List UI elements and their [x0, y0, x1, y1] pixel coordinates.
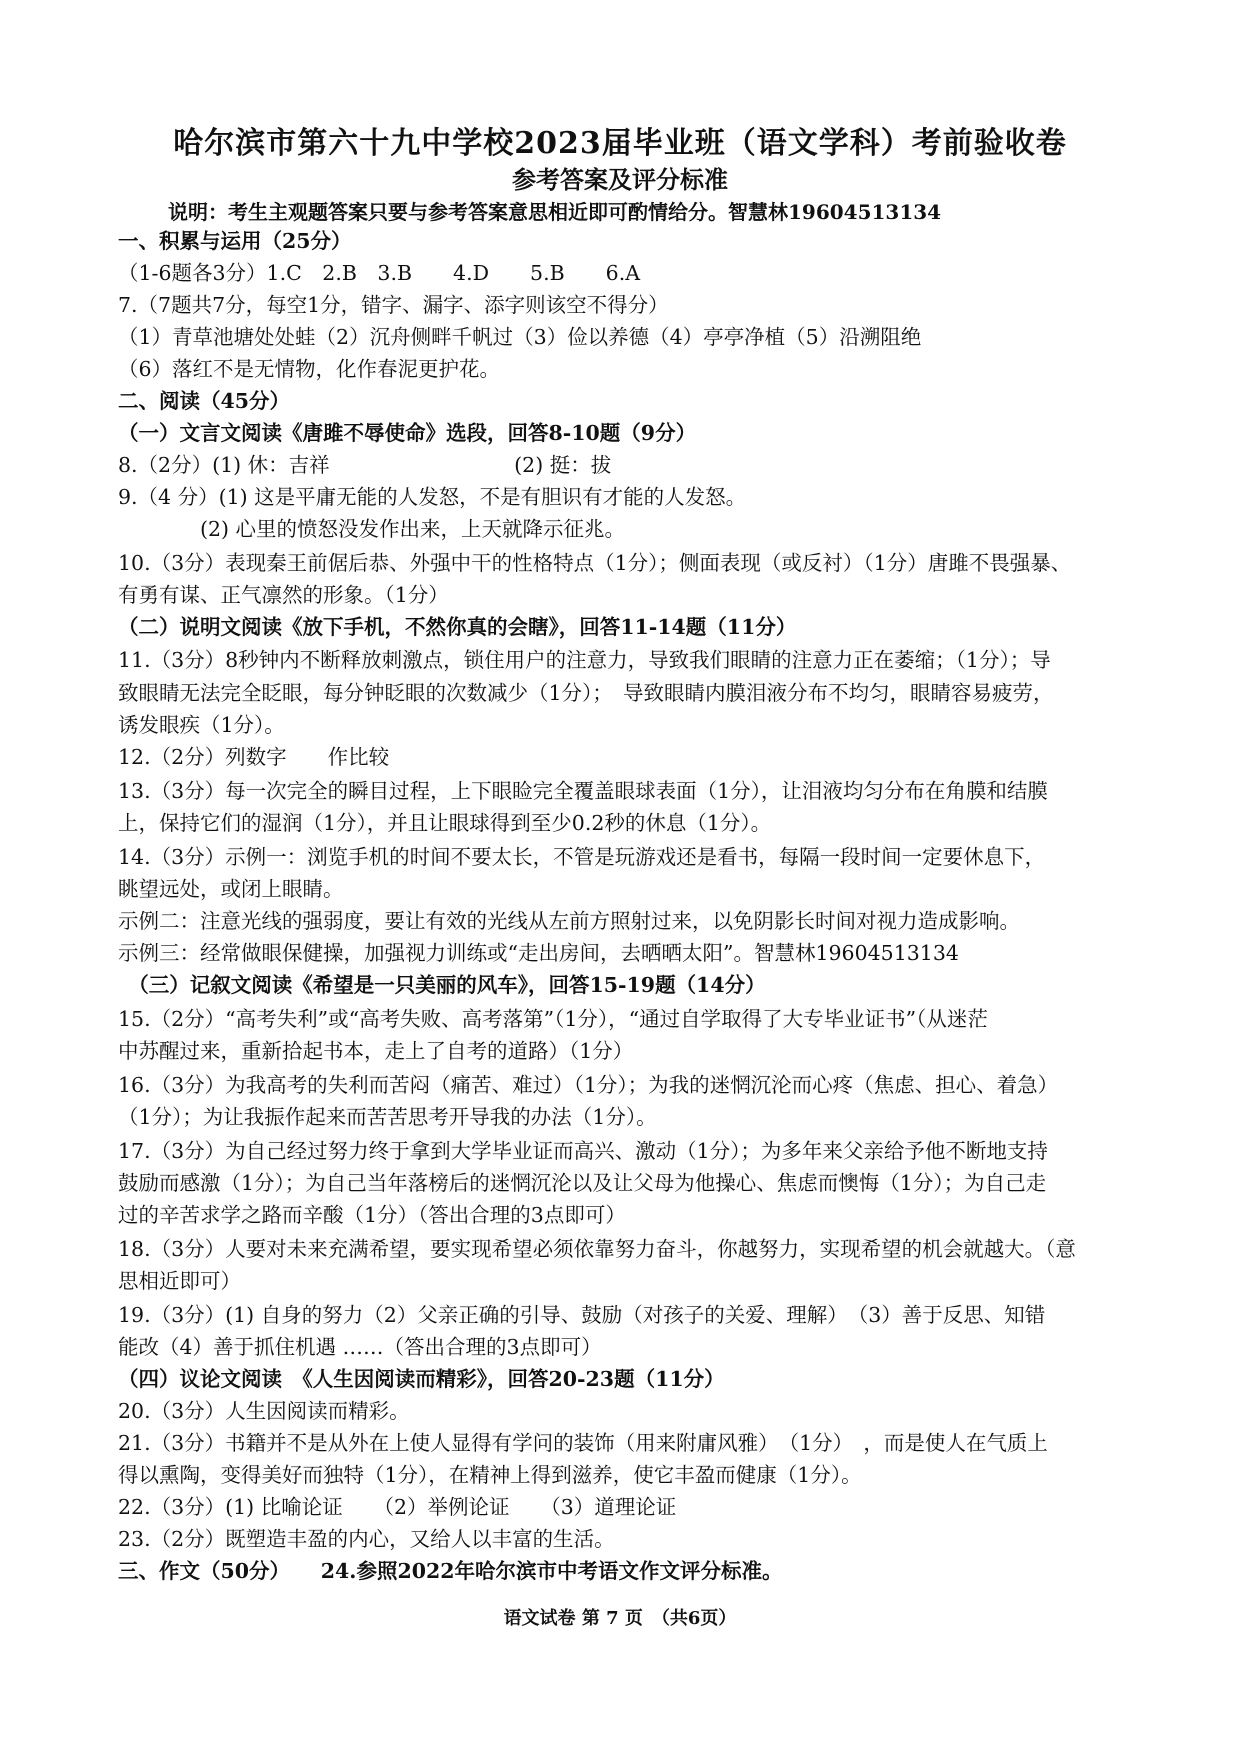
answer-line: 过的辛苦求学之路而辛酸（1分）（答出合理的3点即可） [118, 1203, 626, 1227]
answer-line: 能改（4）善于抓住机遇 ……（答出合理的3点即可） [118, 1335, 602, 1359]
subsection-heading: （二）说明文阅读《放下手机，不然你真的会瞎》，回答11-14题（11分） [118, 615, 797, 639]
answer-line: 10.（3分）表现秦王前倨后恭、外强中干的性格特点（1分）；侧面表现（或反衬）（1分）唐雎不畏强暴、 [118, 551, 1072, 575]
grading-note: 说明：考生主观题答案只要与参考答案意思相近即可酌情给分。智慧林19604513134 [168, 200, 942, 224]
answer-line: 13.（3分）每一次完全的瞬目过程，上下眼睑完全覆盖眼球表面（1分），让泪液均匀分布在角膜和结膜 [118, 779, 1048, 803]
answer-line: 示例二：注意光线的强弱度，要让有效的光线从左前方照射过来，以免阴影长时间对视力造成影响。 [118, 909, 1020, 933]
section-heading: 三、作文（50分） 24.参照2022年哈尔滨市中考语文作文评分标准。 [118, 1559, 783, 1583]
subsection-heading: （四）议论文阅读 《人生因阅读而精彩》，回答20-23题（11分） [118, 1367, 725, 1391]
answer-line: 19.（3分）(1) 自身的努力（2）父亲正确的引导、鼓励（对孩子的关爱、理解） （3）善于反思、知错 [118, 1303, 1046, 1327]
page-subtitle: 参考答案及评分标准 [512, 165, 728, 194]
answer-line: （1-6题各3分）1.C 2.B 3.B 4.D 5.B 6.A [118, 261, 641, 285]
answer-line: 眺望远处，或闭上眼睛。 [118, 877, 344, 901]
answer-line: 12.（2分）列数字 作比较 [118, 745, 390, 769]
answer-line: 中苏醒过来，重新拾起书本，走上了自考的道路）（1分） [118, 1039, 634, 1063]
answer-line: 23.（2分）既塑造丰盈的内心，又给人以丰富的生活。 [118, 1527, 615, 1551]
answer-line: 15.（2分）“高考失利”或“高考失败、高考落第”（1分），“通过自学取得了大专毕业证书”（从迷茫 [118, 1007, 988, 1031]
answer-line: 16.（3分）为我高考的失利而苦闷（痛苦、难过）（1分）；为我的迷惘沉沦而心疼（焦虑、担心、着急） [118, 1073, 1059, 1097]
answer-line: 有勇有谋、正气凛然的形象。（1分） [118, 583, 449, 607]
answer-line: 18.（3分）人要对未来充满希望，要实现希望必须依靠努力奋斗，你越努力，实现希望的机会就越大。（意 [118, 1237, 1076, 1261]
answer-line: （6）落红不是无情物，化作春泥更护花。 [118, 357, 501, 381]
answer-line: 7.（7题共7分，每空1分，错字、漏字、添字则该空不得分） [118, 293, 669, 317]
answer-line: 21.（3分）书籍并不是从外在上使人显得有学问的装饰（用来附庸风雅） （1分） ，而是使人在气质上 [118, 1431, 1048, 1455]
answer-line: 得以熏陶，变得美好而独特（1分），在精神上得到滋养，使它丰盈而健康（1分）。 [118, 1463, 862, 1487]
section-heading: 一、积累与运用（25分） [118, 229, 352, 253]
answer-line: 11.（3分）8秒钟内不断释放刺激点，锁住用户的注意力，导致我们眼睛的注意力正在萎缩；（1分）；导 [118, 648, 1051, 672]
answer-line: （1分）；为让我振作起来而苦苦思考开导我的办法（1分）。 [118, 1105, 657, 1129]
answer-line: 20.（3分）人生因阅读而精彩。 [118, 1399, 410, 1423]
answer-line: 17.（3分）为自己经过努力终于拿到大学毕业证而高兴、激动（1分）；为多年来父亲给予他不断地支持 [118, 1139, 1048, 1163]
page-title: 哈尔滨市第六十九中学校2023届毕业班（语文学科）考前验收卷 [173, 126, 1067, 161]
answer-line: 9.（4 分）(1) 这是平庸无能的人发怒，不是有胆识有才能的人发怒。 [118, 485, 747, 509]
page-footer: 语文试卷 第 7 页 （共6页） [503, 1608, 737, 1629]
answer-line: 诱发眼疾（1分）。 [118, 713, 285, 737]
answer-line: 22.（3分）(1) 比喻论证 （2）举例论证 （3）道理论证 [118, 1495, 677, 1519]
answer-line: 14.（3分）示例一：浏览手机的时间不要太长，不管是玩游戏还是看书，每隔一段时间一定要休息下， [118, 845, 1046, 869]
answer-line: 上，保持它们的湿润（1分），并且让眼球得到至少0.2秒的休息（1分）。 [118, 811, 772, 835]
answer-line: （1）青草池塘处处蛙（2）沉舟侧畔千帆过（3）俭以养德（4）亭亭净植（5）沿溯阻绝 [118, 325, 922, 349]
answer-line: (2) 心里的愤怒没发作出来，上天就降示征兆。 [118, 517, 626, 541]
answer-line: 致眼睛无法完全眨眼，每分钟眨眼的次数减少（1分）； 导致眼睛内膜泪液分布不均匀，眼睛容易疲劳， [118, 681, 1054, 705]
section-heading: 二、阅读（45分） [118, 389, 291, 413]
subsection-heading: （三）记叙文阅读《希望是一只美丽的风车》，回答15-19题（14分） [118, 973, 766, 997]
answer-line: 思相近即可） [118, 1269, 241, 1293]
subsection-heading: （一）文言文阅读《唐雎不辱使命》选段，回答8-10题（9分） [118, 421, 697, 445]
answer-line: 示例三：经常做眼保健操，加强视力训练或“走出房间，去晒晒太阳”。智慧林19604513134 [118, 941, 959, 965]
answer-line: 8.（2分）(1) 休：吉祥 (2) 挺：拔 [118, 453, 612, 477]
answer-line: 鼓励而感激（1分）；为自己当年落榜后的迷惘沉沦以及让父母为他操心、焦虑而懊悔（1分）；为自己走 [118, 1171, 1047, 1195]
